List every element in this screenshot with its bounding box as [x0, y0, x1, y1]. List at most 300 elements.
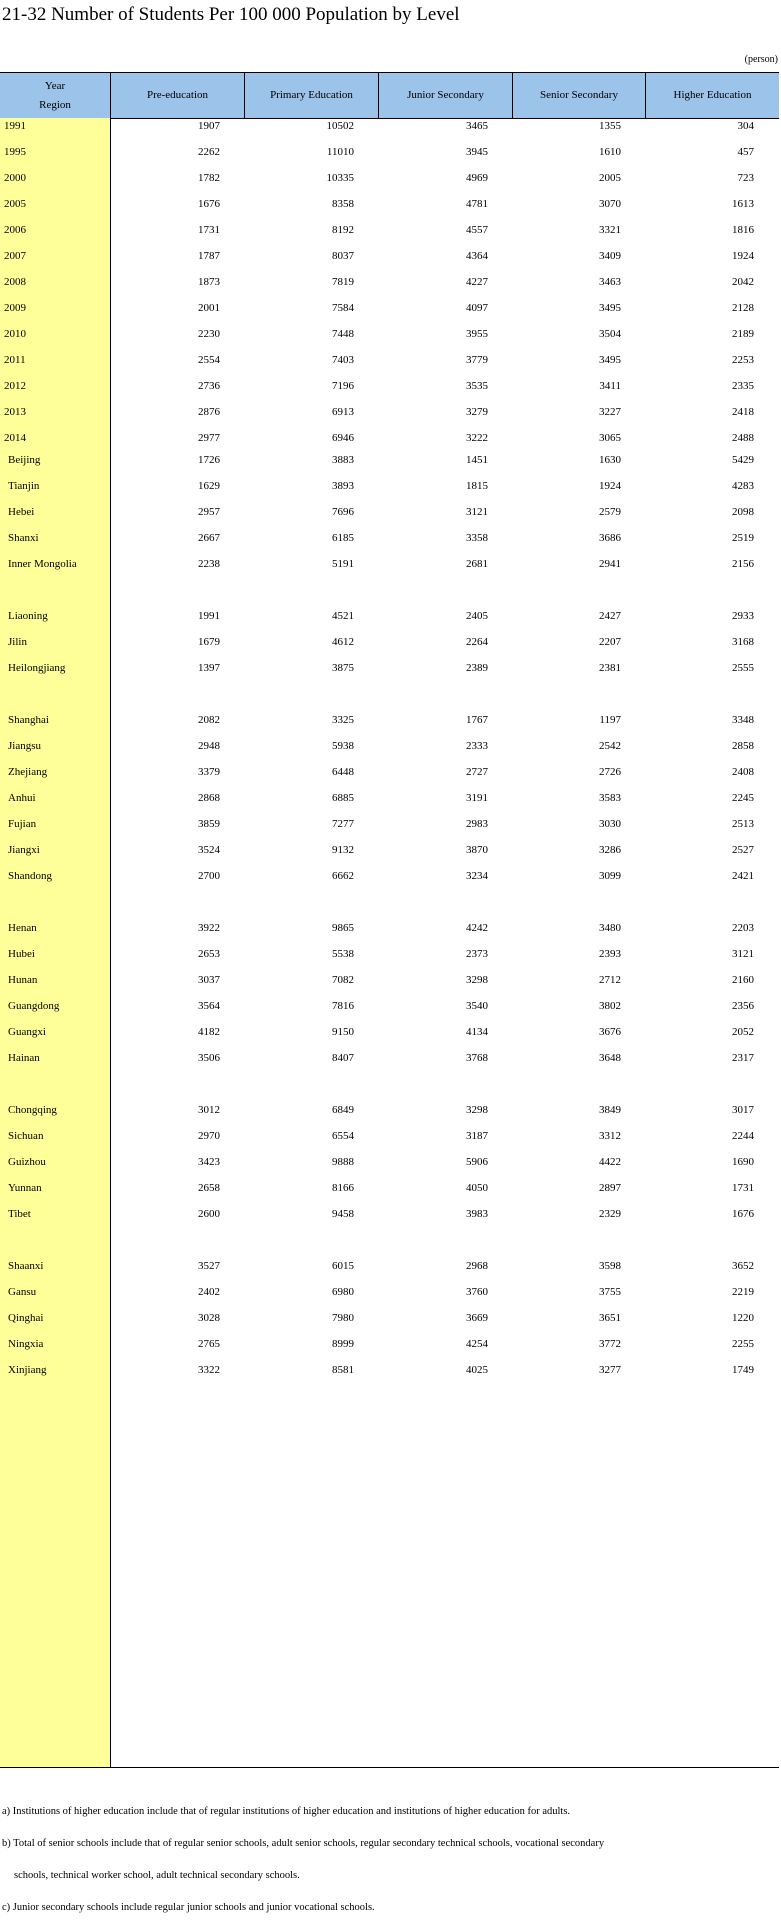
table-cell: 9132	[332, 844, 354, 856]
table-cell: 1355	[599, 120, 621, 132]
table-cell: 1451	[466, 454, 488, 466]
table-cell: 7819	[332, 276, 354, 288]
table-cell: 3760	[466, 1286, 488, 1298]
table-cell: 3768	[466, 1052, 488, 1064]
table-cell: 3348	[732, 714, 754, 726]
table-cell: 1397	[198, 662, 220, 674]
table-cell: 3870	[466, 844, 488, 856]
table-cell: 4422	[599, 1156, 621, 1168]
table-cell: 3028	[198, 1312, 220, 1324]
table-cell: 3187	[466, 1130, 488, 1142]
table-cell: 2393	[599, 948, 621, 960]
row-label: 2005	[4, 198, 26, 210]
table-cell: 5538	[332, 948, 354, 960]
row-label: Jiangsu	[8, 740, 41, 752]
table-cell: 3298	[466, 1104, 488, 1116]
table-cell: 2970	[198, 1130, 220, 1142]
table-cell: 2542	[599, 740, 621, 752]
table-cell: 6980	[332, 1286, 354, 1298]
table-cell: 6015	[332, 1260, 354, 1272]
table-cell: 3065	[599, 432, 621, 444]
unit-label: (person)	[744, 54, 778, 65]
table-cell: 3648	[599, 1052, 621, 1064]
table-cell: 3222	[466, 432, 488, 444]
table-row	[0, 402, 779, 428]
table-cell: 3652	[732, 1260, 754, 1272]
table-cell: 2238	[198, 558, 220, 570]
table-row	[0, 840, 779, 866]
table-cell: 3883	[332, 454, 354, 466]
table-row	[0, 476, 779, 502]
table-cell: 3312	[599, 1130, 621, 1142]
table-cell: 2527	[732, 844, 754, 856]
table-cell: 2488	[732, 432, 754, 444]
table-cell: 3325	[332, 714, 354, 726]
table-cell: 2968	[466, 1260, 488, 1272]
table-row	[0, 736, 779, 762]
table-cell: 2941	[599, 558, 621, 570]
table-cell: 6448	[332, 766, 354, 778]
table-cell: 2405	[466, 610, 488, 622]
table-cell: 2700	[198, 870, 220, 882]
table-cell: 3875	[332, 662, 354, 674]
table-cell: 3465	[466, 120, 488, 132]
table-cell: 7448	[332, 328, 354, 340]
table-cell: 3564	[198, 1000, 220, 1012]
table-row	[0, 944, 779, 970]
table-cell: 3755	[599, 1286, 621, 1298]
table-cell: 4969	[466, 172, 488, 184]
table-cell: 1630	[599, 454, 621, 466]
table-cell: 1815	[466, 480, 488, 492]
row-label: Anhui	[8, 792, 36, 804]
table-cell: 1676	[198, 198, 220, 210]
row-label: Hubei	[8, 948, 35, 960]
table-cell: 3121	[466, 506, 488, 518]
table-cell: 2264	[466, 636, 488, 648]
table-cell: 2876	[198, 406, 220, 418]
table-cell: 3012	[198, 1104, 220, 1116]
table-row	[0, 1152, 779, 1178]
row-label: Fujian	[8, 818, 37, 830]
table-cell: 2427	[599, 610, 621, 622]
table-cell: 8407	[332, 1052, 354, 1064]
column-header: Senior Secondary	[540, 89, 618, 101]
table-cell: 4227	[466, 276, 488, 288]
table-row	[0, 1100, 779, 1126]
table-cell: 4097	[466, 302, 488, 314]
table-cell: 3676	[599, 1026, 621, 1038]
table-cell: 2262	[198, 146, 220, 158]
table-cell: 6185	[332, 532, 354, 544]
table-cell: 3286	[599, 844, 621, 856]
table-cell: 2317	[732, 1052, 754, 1064]
row-label: Gansu	[8, 1286, 37, 1298]
row-label: 2008	[4, 276, 26, 288]
table-cell: 2421	[732, 870, 754, 882]
footnote: schools, technical worker school, adult technical secondary schools.	[14, 1870, 300, 1881]
table-row	[0, 1334, 779, 1360]
table-cell: 2727	[466, 766, 488, 778]
table-cell: 2244	[732, 1130, 754, 1142]
table-cell: 8999	[332, 1338, 354, 1350]
column-divider	[378, 72, 379, 118]
row-label: Shanghai	[8, 714, 49, 726]
table-cell: 8192	[332, 224, 354, 236]
table-cell: 8037	[332, 250, 354, 262]
table-cell: 2203	[732, 922, 754, 934]
table-cell: 3358	[466, 532, 488, 544]
table-row	[0, 762, 779, 788]
row-label: Hainan	[8, 1052, 40, 1064]
table-row	[0, 1308, 779, 1334]
table-cell: 1676	[732, 1208, 754, 1220]
table-row	[0, 324, 779, 350]
table-cell: 2600	[198, 1208, 220, 1220]
table-row	[0, 1282, 779, 1308]
table-row	[0, 116, 779, 142]
row-header-year: Year	[44, 79, 66, 92]
table-cell: 7816	[332, 1000, 354, 1012]
row-label: 2007	[4, 250, 26, 262]
table-cell: 2001	[198, 302, 220, 314]
table-cell: 1629	[198, 480, 220, 492]
table-cell: 2983	[466, 818, 488, 830]
table-cell: 2219	[732, 1286, 754, 1298]
table-row	[0, 272, 779, 298]
table-cell: 2356	[732, 1000, 754, 1012]
table-cell: 4050	[466, 1182, 488, 1194]
table-cell: 3279	[466, 406, 488, 418]
table-row	[0, 1022, 779, 1048]
table-cell: 5429	[732, 454, 754, 466]
column-divider	[512, 72, 513, 118]
table-cell: 9150	[332, 1026, 354, 1038]
table-cell: 3802	[599, 1000, 621, 1012]
table-cell: 2052	[732, 1026, 754, 1038]
table-cell: 2255	[732, 1338, 754, 1350]
table-cell: 2977	[198, 432, 220, 444]
table-cell: 3686	[599, 532, 621, 544]
table-cell: 4025	[466, 1364, 488, 1376]
table-cell: 1731	[198, 224, 220, 236]
table-row	[0, 450, 779, 476]
table-cell: 3234	[466, 870, 488, 882]
table-cell: 2335	[732, 380, 754, 392]
table-cell: 3322	[198, 1364, 220, 1376]
row-label: Qinghai	[8, 1312, 44, 1324]
table-row	[0, 168, 779, 194]
column-divider	[645, 72, 646, 118]
table-cell: 2156	[732, 558, 754, 570]
table-cell: 1907	[198, 120, 220, 132]
table-cell: 1924	[732, 250, 754, 262]
table-cell: 2765	[198, 1338, 220, 1350]
table-cell: 1767	[466, 714, 488, 726]
footnote: b) Total of senior schools include that of regular senior schools, adult senior schools, regular secondary technical schools, vocational secondary	[2, 1838, 605, 1849]
table-cell: 7696	[332, 506, 354, 518]
row-label: Liaoning	[8, 610, 48, 622]
table-cell: 2128	[732, 302, 754, 314]
row-label: Guangxi	[8, 1026, 46, 1038]
column-divider	[244, 72, 245, 118]
table-cell: 3535	[466, 380, 488, 392]
table-row	[0, 814, 779, 840]
table-cell: 7277	[332, 818, 354, 830]
table-cell: 3859	[198, 818, 220, 830]
table-cell: 3017	[732, 1104, 754, 1116]
table-cell: 1816	[732, 224, 754, 236]
table-cell: 2389	[466, 662, 488, 674]
row-label: Ningxia	[8, 1338, 44, 1350]
row-label: 2012	[4, 380, 26, 392]
table-cell: 7196	[332, 380, 354, 392]
table-cell: 2667	[198, 532, 220, 544]
table-cell: 2868	[198, 792, 220, 804]
table-row	[0, 606, 779, 632]
row-label: 2011	[4, 354, 26, 366]
table-cell: 3037	[198, 974, 220, 986]
footnote: c) Junior secondary schools include regular junior schools and junior vocational schools.	[2, 1902, 375, 1913]
page-title: 21-32 Number of Students Per 100 000 Population by Level	[2, 4, 460, 25]
row-label: Zhejiang	[8, 766, 48, 778]
table-cell: 3495	[599, 354, 621, 366]
row-label: 2014	[4, 432, 26, 444]
table-cell: 3527	[198, 1260, 220, 1272]
table-cell: 3495	[599, 302, 621, 314]
row-label: Heilongjiang	[8, 662, 66, 674]
table-cell: 2329	[599, 1208, 621, 1220]
table-cell: 3030	[599, 818, 621, 830]
column-header: Higher Education	[673, 89, 752, 101]
table-cell: 10502	[326, 120, 354, 132]
table-cell: 9865	[332, 922, 354, 934]
row-label: Yunnan	[8, 1182, 42, 1194]
table-cell: 2207	[599, 636, 621, 648]
column-divider	[110, 72, 111, 1768]
table-cell: 1726	[198, 454, 220, 466]
table-cell: 10335	[326, 172, 354, 184]
table-cell: 3379	[198, 766, 220, 778]
table-row	[0, 1360, 779, 1386]
table-cell: 7980	[332, 1312, 354, 1324]
table-cell: 2373	[466, 948, 488, 960]
column-header: Primary Education	[270, 89, 353, 101]
row-label: 2013	[4, 406, 26, 418]
table-cell: 2333	[466, 740, 488, 752]
row-label: Shanxi	[8, 532, 39, 544]
table-cell: 2726	[599, 766, 621, 778]
table-cell: 3168	[732, 636, 754, 648]
table-cell: 2408	[732, 766, 754, 778]
table-cell: 5191	[332, 558, 354, 570]
table-cell: 2418	[732, 406, 754, 418]
table-cell: 1782	[198, 172, 220, 184]
row-label: Tibet	[8, 1208, 31, 1220]
table-cell: 3922	[198, 922, 220, 934]
table-cell: 3983	[466, 1208, 488, 1220]
table-cell: 1787	[198, 250, 220, 262]
table-cell: 5938	[332, 740, 354, 752]
table-cell: 723	[737, 172, 754, 184]
row-label: 2009	[4, 302, 26, 314]
table-cell: 3463	[599, 276, 621, 288]
table-cell: 1924	[599, 480, 621, 492]
table-cell: 4134	[466, 1026, 488, 1038]
table-cell: 6554	[332, 1130, 354, 1142]
table-row	[0, 658, 779, 684]
table-cell: 7584	[332, 302, 354, 314]
table-cell: 4557	[466, 224, 488, 236]
table-cell: 8166	[332, 1182, 354, 1194]
table-cell: 2402	[198, 1286, 220, 1298]
table-cell: 4521	[332, 610, 354, 622]
table-cell: 457	[737, 146, 754, 158]
table-cell: 3506	[198, 1052, 220, 1064]
table-cell: 3598	[599, 1260, 621, 1272]
table-row	[0, 1204, 779, 1230]
table-cell: 3070	[599, 198, 621, 210]
table-row	[0, 298, 779, 324]
table-bottom-rule	[0, 1767, 779, 1768]
table-cell: 2681	[466, 558, 488, 570]
table-cell: 2189	[732, 328, 754, 340]
table-cell: 2658	[198, 1182, 220, 1194]
table-cell: 2519	[732, 532, 754, 544]
table-cell: 3540	[466, 1000, 488, 1012]
row-label: 2006	[4, 224, 26, 236]
table-cell: 5906	[466, 1156, 488, 1168]
table-cell: 4283	[732, 480, 754, 492]
table-cell: 2245	[732, 792, 754, 804]
table-cell: 2555	[732, 662, 754, 674]
table-cell: 8581	[332, 1364, 354, 1376]
table-row	[0, 918, 779, 944]
table-cell: 11010	[326, 146, 354, 158]
table-row	[0, 502, 779, 528]
row-label: Xinjiang	[8, 1364, 47, 1376]
row-label: 1995	[4, 146, 26, 158]
row-label: 2010	[4, 328, 26, 340]
table-cell: 2948	[198, 740, 220, 752]
table-cell: 2858	[732, 740, 754, 752]
table-cell: 3955	[466, 328, 488, 340]
table-cell: 2653	[198, 948, 220, 960]
table-cell: 2579	[599, 506, 621, 518]
table-cell: 3099	[599, 870, 621, 882]
table-cell: 1610	[599, 146, 621, 158]
table-cell: 4612	[332, 636, 354, 648]
table-cell: 4364	[466, 250, 488, 262]
row-label: Guizhou	[8, 1156, 46, 1168]
table-cell: 3504	[599, 328, 621, 340]
table-cell: 6946	[332, 432, 354, 444]
table-row	[0, 220, 779, 246]
table-cell: 2736	[198, 380, 220, 392]
table-cell: 2160	[732, 974, 754, 986]
table-cell: 9458	[332, 1208, 354, 1220]
row-label: Hunan	[8, 974, 38, 986]
table-cell: 3277	[599, 1364, 621, 1376]
table-row	[0, 142, 779, 168]
table-cell: 6913	[332, 406, 354, 418]
column-header: Pre-education	[146, 89, 209, 101]
row-header-cell	[0, 73, 110, 118]
table-cell: 3583	[599, 792, 621, 804]
table-row	[0, 970, 779, 996]
row-header-region: Region	[39, 98, 71, 111]
table-cell: 1749	[732, 1364, 754, 1376]
table-row	[0, 1048, 779, 1074]
table-row	[0, 554, 779, 580]
table-cell: 2554	[198, 354, 220, 366]
table-cell: 3779	[466, 354, 488, 366]
table-cell: 3669	[466, 1312, 488, 1324]
table-row	[0, 788, 779, 814]
row-label: Chongqing	[8, 1104, 57, 1116]
row-label: Hebei	[8, 506, 35, 518]
table-cell: 1873	[198, 276, 220, 288]
table-cell: 3480	[599, 922, 621, 934]
table-cell: 1991	[198, 610, 220, 622]
table-cell: 2957	[198, 506, 220, 518]
table-cell: 3227	[599, 406, 621, 418]
table-cell: 2042	[732, 276, 754, 288]
row-label: 1991	[4, 120, 26, 132]
table-row	[0, 194, 779, 220]
table-cell: 3321	[599, 224, 621, 236]
table-cell: 3772	[599, 1338, 621, 1350]
table-row	[0, 710, 779, 736]
table-cell: 1197	[599, 714, 621, 726]
table-cell: 2381	[599, 662, 621, 674]
table-cell: 2513	[732, 818, 754, 830]
row-label: Shaanxi	[8, 1260, 44, 1272]
row-label: 2000	[4, 172, 26, 184]
table-cell: 3945	[466, 146, 488, 158]
footnote: a) Institutions of higher education include that of regular institutions of higher education and institutions of higher education for adults.	[2, 1806, 571, 1817]
row-label: Jiangxi	[8, 844, 40, 856]
table-cell: 3849	[599, 1104, 621, 1116]
table-cell: 2082	[198, 714, 220, 726]
table-cell: 304	[737, 120, 754, 132]
row-label: Inner Mongolia	[8, 558, 77, 570]
table-cell: 1220	[732, 1312, 754, 1324]
row-label: Jilin	[8, 636, 27, 648]
table-row	[0, 376, 779, 402]
table-cell: 2005	[599, 172, 621, 184]
table-cell: 9888	[332, 1156, 354, 1168]
table-cell: 7082	[332, 974, 354, 986]
table-cell: 2933	[732, 610, 754, 622]
table-row	[0, 996, 779, 1022]
table-cell: 4781	[466, 198, 488, 210]
table-cell: 6849	[332, 1104, 354, 1116]
table-cell: 1613	[732, 198, 754, 210]
table-cell: 3298	[466, 974, 488, 986]
table-cell: 7403	[332, 354, 354, 366]
table-cell: 2253	[732, 354, 754, 366]
table-cell: 2712	[599, 974, 621, 986]
table-cell: 3191	[466, 792, 488, 804]
row-label: Sichuan	[8, 1130, 44, 1142]
row-label: Tianjin	[8, 480, 40, 492]
table-row	[0, 1126, 779, 1152]
table-row	[0, 528, 779, 554]
table-cell: 3893	[332, 480, 354, 492]
table-cell: 6885	[332, 792, 354, 804]
table-row	[0, 866, 779, 892]
